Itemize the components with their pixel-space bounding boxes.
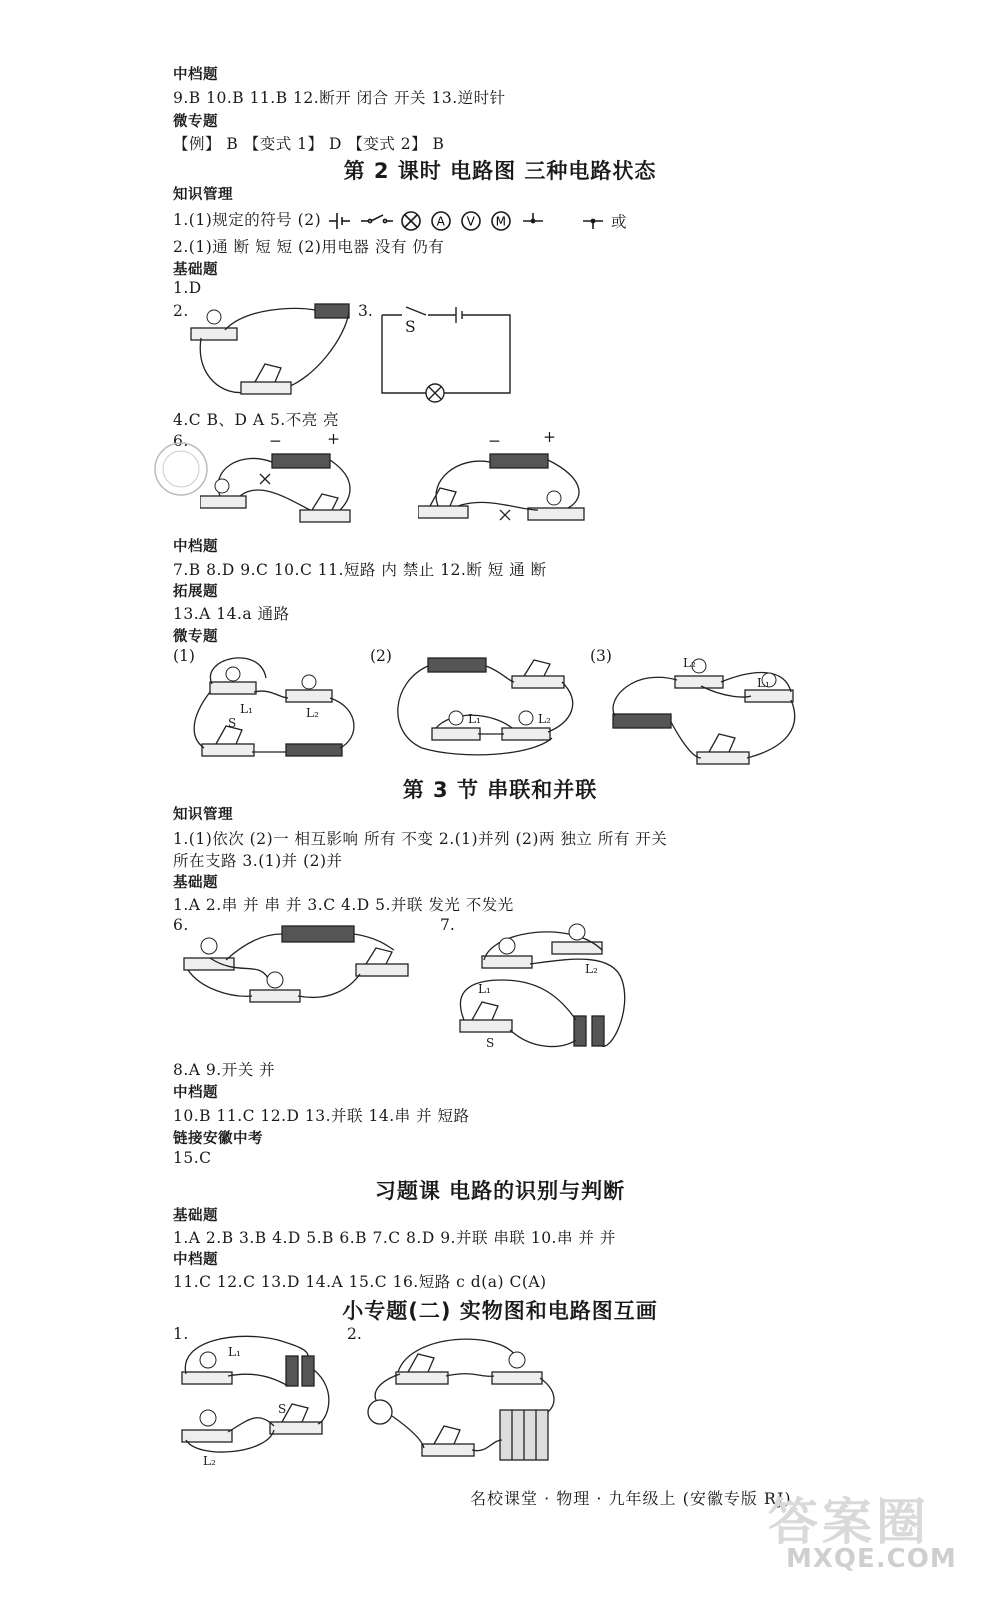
lamp-label-l2: L₂	[683, 656, 696, 670]
svg-text:M: M	[495, 214, 507, 229]
circuit-schematic-3	[378, 305, 518, 413]
lamp-label-l1: L₁	[240, 702, 253, 716]
lamp-label-l2: L₂	[585, 962, 598, 976]
minus-sign: −	[269, 432, 282, 450]
heading-knowledge: 知识管理	[173, 187, 233, 203]
question-number: 2.	[347, 1325, 362, 1343]
heading-mid-level: 中档题	[173, 1085, 218, 1101]
plus-sign: +	[543, 428, 556, 446]
answer-line: 1.A 2.串 并 串 并 3.C 4.D 5.并联 发光 不发光	[173, 896, 514, 914]
answer-line: 8.A 9.开关 并	[173, 1061, 276, 1079]
section-title: 习题课 电路的识别与判断	[374, 1179, 626, 1203]
switch-label: S	[486, 1036, 495, 1050]
answer-line: 所在支路 3.(1)并 (2)并	[173, 852, 343, 870]
page-footer: 名校课堂 · 物理 · 九年级上 (安徽专版 RJ)	[470, 1489, 792, 1508]
answer-line: 4.C B、D A 5.不亮 亮	[173, 411, 340, 429]
heading-mid-level: 中档题	[173, 67, 218, 83]
answer-line: 10.B 11.C 12.D 13.并联 14.串 并 短路	[173, 1107, 470, 1125]
section-title: 第 2 课时 电路图 三种电路状态	[343, 159, 657, 183]
lamp-label-l1: L₁	[468, 712, 481, 726]
circuit-symbols-icon	[327, 208, 627, 234]
circuit-physical-diagram-6b	[418, 440, 593, 530]
lamp-label-l1: L₁	[478, 982, 491, 996]
section-title: 第 3 节 串联和并联	[402, 778, 598, 802]
lamp-label-l1: L₁	[228, 1345, 241, 1359]
circuit-mini-topic-2	[362, 1330, 562, 1470]
answer-line	[173, 208, 627, 234]
part-label: (1)	[173, 647, 195, 665]
heading-knowledge: 知识管理	[173, 807, 233, 823]
heading-micro-topic: 微专题	[173, 629, 218, 645]
question-number: 6.	[173, 432, 189, 450]
switch-label: S	[228, 716, 237, 730]
question-number: 3.	[358, 302, 373, 320]
answer-line: 7.B 8.D 9.C 10.C 11.短路 内 禁止 12.断 短 通 断	[173, 561, 547, 579]
heading-link-exam: 链接安徽中考	[173, 1131, 263, 1147]
watermark-url: MXQE.COM	[786, 1544, 957, 1574]
lamp-label-l2: L₂	[306, 706, 319, 720]
switch-label: S	[405, 318, 416, 336]
answer-line: 1.A 2.B 3.B 4.D 5.B 6.B 7.C 8.D 9.并联 串联 10.串 并 并	[173, 1229, 616, 1247]
answer-line: 1.(1)依次 (2)一 相互影响 所有 不变 2.(1)并列 (2)两 独立 所有 开关	[173, 830, 668, 848]
answer-line: 1.D	[173, 279, 202, 297]
circuit-mini-topic-1	[178, 1330, 338, 1460]
heading-mid-level: 中档题	[173, 1252, 218, 1268]
section-title: 小专题(二) 实物图和电路图互画	[342, 1299, 658, 1323]
minus-sign: −	[488, 432, 501, 450]
answer-text: 1.(1)规定的符号 (2)	[173, 211, 322, 229]
circuit-micro-2	[392, 652, 592, 762]
circuit-physical-diagram-2	[185, 298, 355, 408]
answer-line: 9.B 10.B 11.B 12.断开 闭合 开关 13.逆时针	[173, 89, 506, 107]
answer-line: 15.C	[173, 1149, 212, 1167]
question-number: 6.	[173, 916, 189, 934]
watermark-text: 答案圈	[768, 1493, 930, 1551]
heading-basic: 基础题	[173, 1208, 218, 1224]
circuit-physical-diagram-6	[180, 918, 415, 1008]
answer-line: 11.C 12.C 13.D 14.A 15.C 16.短路 c d(a) C(A)	[173, 1273, 547, 1291]
answer-line: 【例】 B 【变式 1】 D 【变式 2】 B	[173, 135, 445, 153]
lamp-label-l2: L₂	[538, 712, 551, 726]
heading-basic: 基础题	[173, 262, 218, 278]
question-number: 1.	[173, 1325, 189, 1343]
or-text: 或	[611, 213, 628, 231]
part-label: (2)	[370, 647, 392, 665]
answer-line: 13.A 14.a 通路	[173, 605, 290, 623]
circuit-micro-3	[605, 648, 805, 770]
svg-text:V: V	[466, 214, 475, 229]
watermark	[768, 1482, 978, 1582]
plus-sign: +	[327, 430, 340, 448]
heading-basic: 基础题	[173, 875, 218, 891]
question-number: 7.	[440, 916, 455, 934]
svg-text:A: A	[436, 214, 445, 229]
lamp-label-l1: L₁	[757, 676, 770, 690]
circuit-physical-diagram-6a	[200, 440, 360, 528]
lamp-label-l2: L₂	[203, 1454, 216, 1468]
part-label: (3)	[590, 647, 612, 665]
question-number: 2.	[173, 302, 189, 320]
heading-micro-topic: 微专题	[173, 114, 218, 130]
circuit-micro-1	[190, 648, 365, 770]
answer-line: 2.(1)通 断 短 短 (2)用电器 没有 仍有	[173, 238, 445, 256]
heading-extension: 拓展题	[173, 584, 218, 600]
heading-mid-level: 中档题	[173, 539, 218, 555]
switch-label: S	[278, 1402, 287, 1416]
